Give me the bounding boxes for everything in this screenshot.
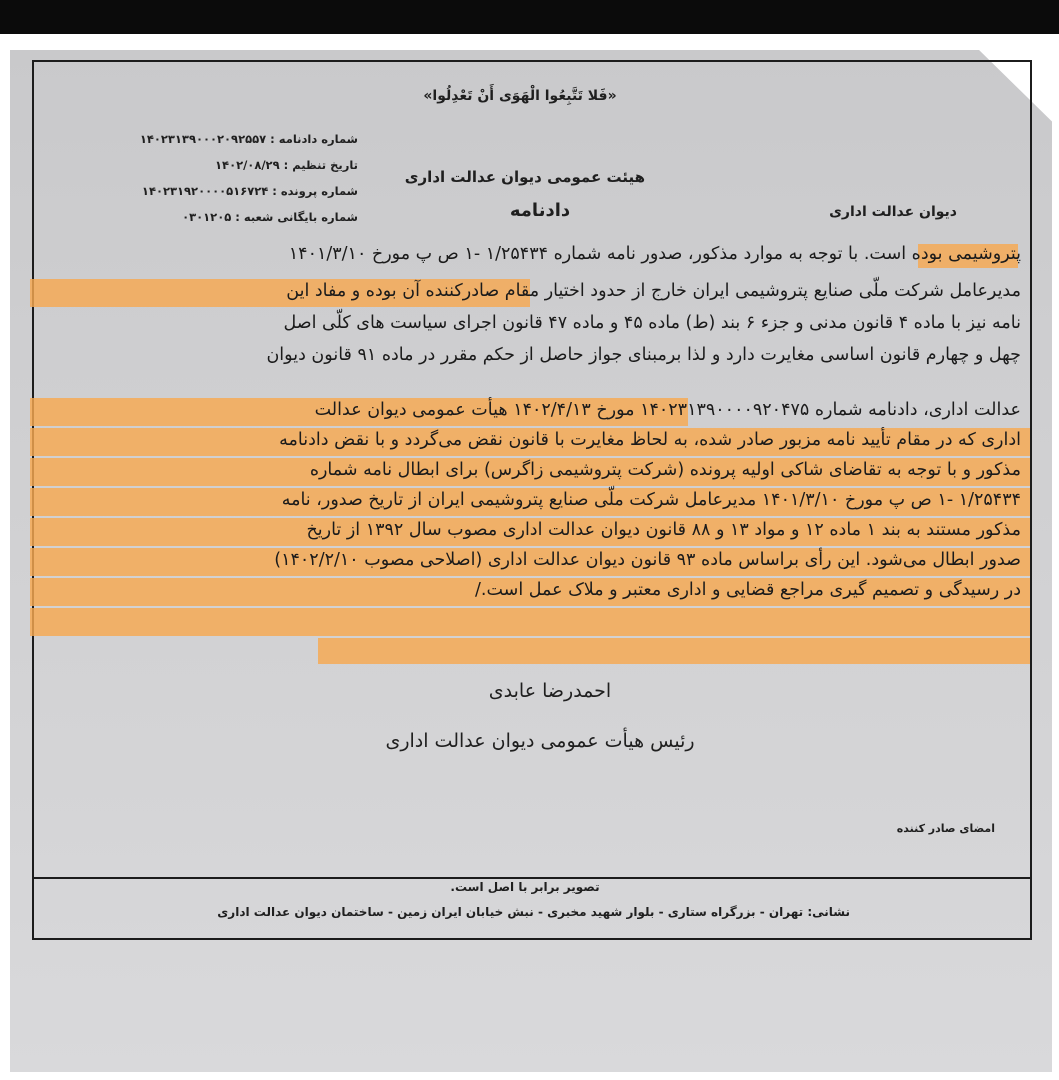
body-line: مذکور مستند به بند ۱ ماده ۱۲ و مواد ۱۳ و ۸۸ قانون دیوان عدالت اداری مصوب سال ۱۳۹۲ از تاریخ — [306, 520, 1021, 540]
motto: «فَلا تَتَّبِعُوا الْهَوَى أَنْ تَعْدِلُوا» — [423, 88, 617, 104]
archive-number: شماره بایگانی شعبه : ۰۳۰۱۲۰۵ — [182, 210, 358, 224]
verdict-number: شماره دادنامه : ۱۴۰۲۳۱۳۹۰۰۰۲۰۹۲۵۵۷ — [139, 132, 358, 146]
body-line: نامه نیز با ماده ۴ قانون مدنی و جزء ۶ بند (ط) ماده ۴۵ و ماده ۴۷ قانون اجرای سیاست های کلّی اصل — [283, 313, 1021, 333]
body-line: ۱/۲۵۴۳۴ -۱ ص پ مورخ ۱۴۰۱/۳/۱۰ مدیرعامل شرکت ملّی صنایع پتروشیمی ایران از تاریخ صدور، نامه — [281, 490, 1021, 510]
top-bar — [0, 0, 1059, 34]
body-line: صدور ابطال می‌شود. این رأی براساس ماده ۹۳ قانون دیوان عدالت اداری (اصلاحی مصوب ۱۴۰۲/۲/۱۰) — [274, 550, 1021, 570]
body-line: مذکور و با توجه به تقاضای شاکی اولیه پرونده (شرکت پتروشیمی زاگرس) برای ابطال نامه شماره — [309, 460, 1021, 480]
case-number: شماره پرونده : ۱۴۰۲۳۱۹۲۰۰۰۰۵۱۶۷۲۴ — [141, 184, 358, 198]
highlight-mark — [318, 638, 1030, 664]
body-line: مدیرعامل شرکت ملّی صنایع پتروشیمی ایران خارج از حدود اختیار مقام صادرکننده آن بوده و مفاد این — [286, 281, 1021, 301]
highlight-mark — [30, 608, 1030, 636]
copy-certification: تصویر برابر با اصل است. — [450, 880, 600, 894]
signatory-title: رئیس هیأت عمومی دیوان عدالت اداری — [385, 730, 695, 752]
issue-date: تاریخ تنظیم : ۱۴۰۲/۰۸/۲۹ — [215, 158, 358, 172]
department-name: دیوان عدالت اداری — [829, 204, 957, 220]
body-line: در رسیدگی و تصمیم گیری مراجع قضایی و اداری معتبر و ملاک عمل است./ — [475, 580, 1021, 600]
document-title: دادنامه — [509, 200, 571, 221]
footer-divider — [32, 877, 1032, 879]
signatory-name: احمدرضا عابدی — [488, 680, 612, 702]
body-line: عدالت اداری، دادنامه شماره ۱۴۰۲۳۱۳۹۰۰۰۰۹۲۰۴۷۵ مورخ ۱۴۰۲/۴/۱۳ هیأت عمومی دیوان عدالت — [314, 400, 1021, 420]
address-line: نشانی: تهران - بزرگراه ستاری - بلوار شهید مخبری - نبش خیابان ایران زمین - ساختمان دیوان عدالت اداری — [217, 905, 850, 919]
body-line: اداری که در مقام تأیید نامه مزبور صادر شده، به لحاظ مغایرت با قانون نقض می‌گردد و با نقض دادنامه — [279, 430, 1021, 450]
issuer-signature-label: امضای صادر کننده — [896, 822, 995, 835]
body-line: چهل و چهارم قانون اساسی مغایرت دارد و لذا برمبنای جواز حاصل از حکم مقرر در ماده ۹۱ قانون دیوان — [266, 345, 1021, 365]
organization-title: هیئت عمومی دیوان عدالت اداری — [404, 168, 645, 186]
body-line: پتروشیمی بوده است. با توجه به موارد مذکور، صدور نامه شماره ۱/۲۵۴۳۴ -۱ ص پ مورخ ۱۴۰۱/۳/۱۰ — [288, 244, 1021, 264]
